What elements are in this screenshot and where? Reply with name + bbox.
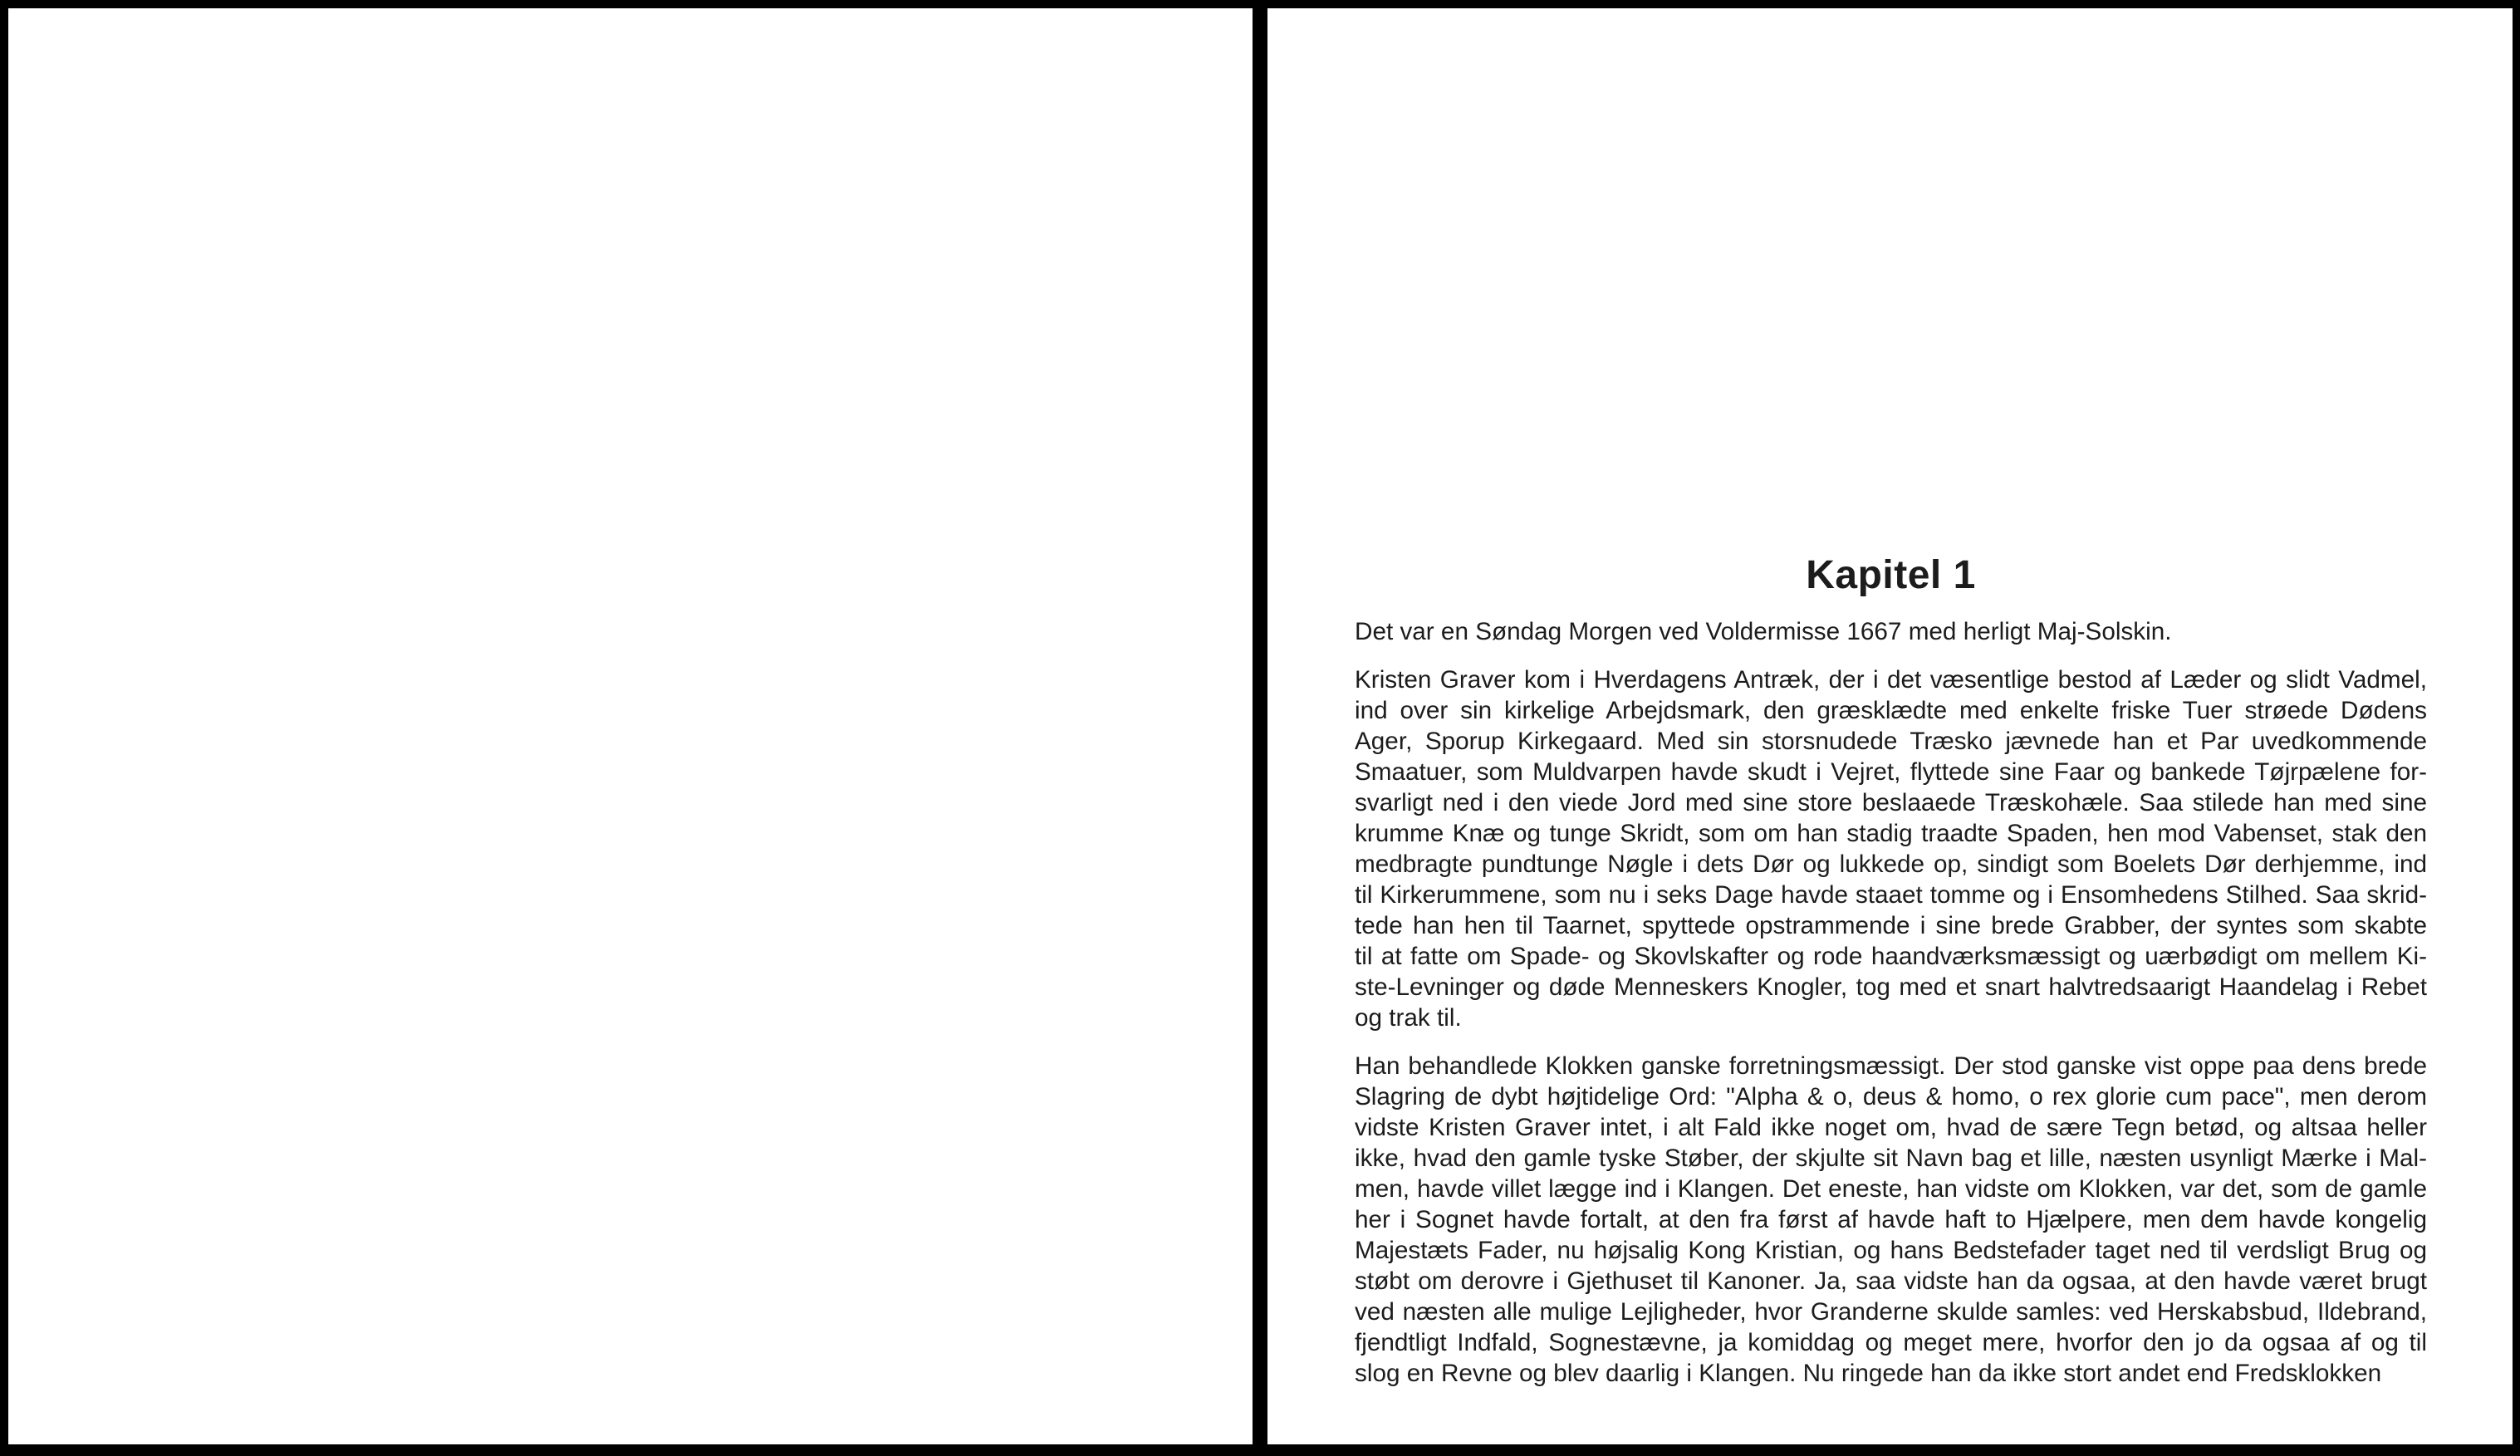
text-line: ved næsten alle mulige Lejligheder, hvor Granderne skulde samles: ved Herskabsbud, Ildebrand,: [1355, 1298, 2427, 1326]
text-line: til Kirkerummene, som nu i seks Dage havde staaet tomme og i Ensomhedens Stilhed. Saa skrid-: [1355, 881, 2427, 909]
paragraph: [1355, 664, 2427, 1033]
text-line: og trak til.: [1355, 1004, 1462, 1032]
text-line: ste-Levninger og døde Menneskers Knogler, tog med et snart halvtredsaarigt Haandelag i Rebet: [1355, 973, 2427, 1001]
text-line: Kristen Graver kom i Hverdagens Antræk, der i det væsentlige bestod af Læder og slidt Vadmel,: [1355, 666, 2427, 694]
text-line: støbt om derovre i Gjethuset til Kanoner. Ja, saa vidste han da ogsaa, at den havde været brugt: [1355, 1267, 2427, 1295]
text-line: til at fatte om Spade- og Skovlskafter og rode haandværksmæssigt og uærbødigt om mellem Ki-: [1355, 943, 2427, 970]
body-text: [1355, 616, 2427, 1389]
page-right[interactable]: [1267, 8, 2513, 1444]
paragraph: [1355, 1051, 2427, 1389]
text-line: svarligt ned i den viede Jord med sine store beslaaede Træskohæle. Saa stilede han med sine: [1355, 789, 2427, 816]
text-line: ind over sin kirkelige Arbejdsmark, den græsklædte med enkelte friske Tuer strøede Dødens: [1355, 697, 2427, 724]
chapter-title: Kapitel 1: [1806, 553, 1976, 597]
text-line: her i Sognet havde fortalt, at den fra først af havde haft to Hjælpere, men dem havde kongelig: [1355, 1206, 2427, 1233]
text-line: Smaatuer, som Muldvarpen havde skudt i Vejret, flyttede sine Faar og bankede Tøjrpælene for-: [1355, 758, 2427, 786]
text-line: Ager, Sporup Kirkegaard. Med sin storsnudede Træsko jævnede han et Par uvedkommende: [1355, 728, 2427, 755]
text-line: krumme Knæ og tunge Skridt, som om han stadig traadte Spaden, hen mod Vabenset, stak den: [1355, 820, 2427, 847]
text-line: ikke, hvad den gamle tyske Støber, der skjulte sit Navn bag et lille, næsten usynligt Mærke i Mal-: [1355, 1145, 2427, 1172]
text-line: Slagring de dybt højtidelige Ord: "Alpha & o, deus & homo, o rex glorie cum pace", men derom: [1355, 1083, 2427, 1110]
text-line: Majestæts Fader, nu højsalig Kong Kristian, og hans Bedstefader taget ned til verdsligt Brug og: [1355, 1237, 2427, 1264]
paragraph: [1355, 616, 2427, 647]
page-left-blank[interactable]: [8, 8, 1253, 1444]
text-line: men, havde villet lægge ind i Klangen. Det eneste, han vidste om Klokken, var det, som de gamle: [1355, 1175, 2427, 1203]
text-line: tede han hen til Taarnet, spyttede opstrammende i sine brede Grabber, der syntes som skabte: [1355, 912, 2427, 939]
text-line: medbragte pundtunge Nøgle i dets Dør og lukkede op, sindigt som Boelets Dør derhjemme, ind: [1355, 851, 2427, 878]
text-line: vidste Kristen Graver intet, i alt Fald ikke noget om, hvad de sære Tegn betød, og altsaa heller: [1355, 1114, 2427, 1141]
chapter-content: [1355, 555, 2427, 1389]
text-line: Det var en Søndag Morgen ved Voldermisse 1667 med herligt Maj-Solskin.: [1355, 618, 2172, 645]
text-line: slog en Revne og blev daarlig i Klangen. Nu ringede han da ikke stort andet end Fredsklokken: [1355, 1360, 2382, 1387]
text-line: fjendtligt Indfald, Sognestævne, ja komiddag og meget mere, hvorfor den jo da ogsaa af og til: [1355, 1329, 2427, 1356]
text-line: Han behandlede Klokken ganske forretningsmæssigt. Der stod ganske vist oppe paa dens brede: [1355, 1052, 2427, 1080]
